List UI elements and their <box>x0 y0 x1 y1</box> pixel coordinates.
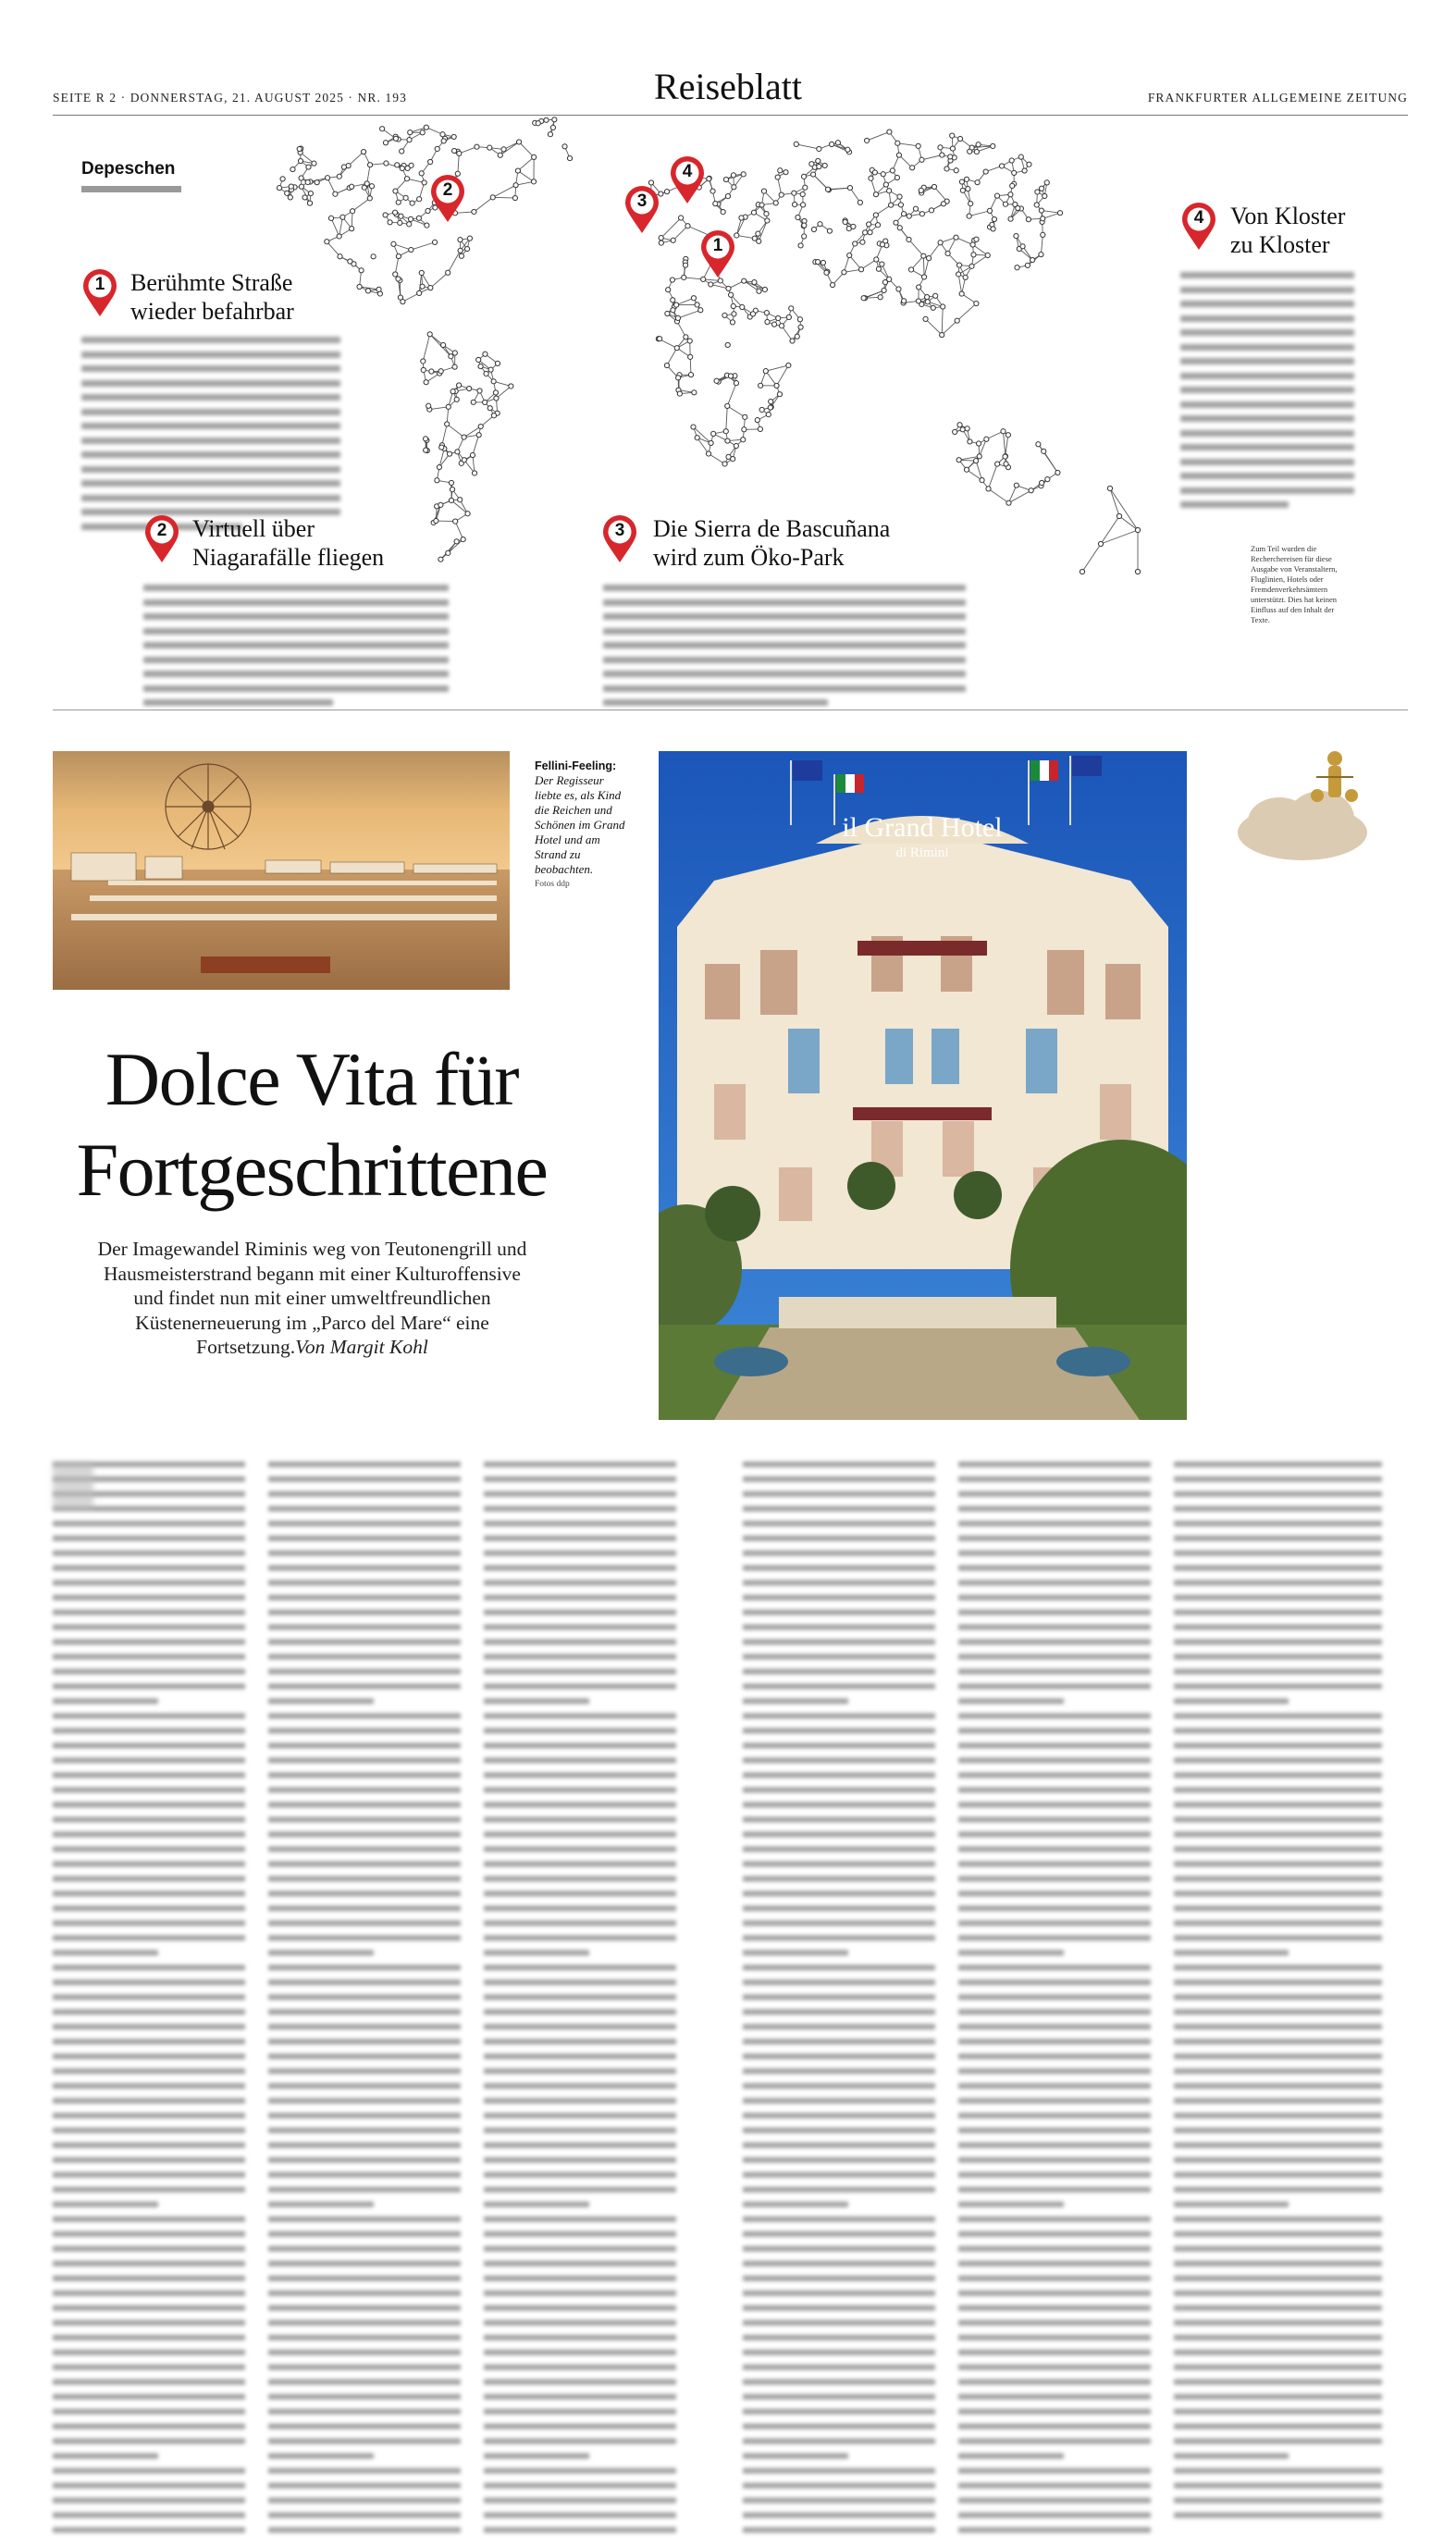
map-pin-number: 1 <box>699 236 736 256</box>
map-pin-number: 4 <box>669 162 706 182</box>
justitia-cloud-icon <box>1228 740 1376 870</box>
section-title: Reiseblatt <box>0 65 1456 108</box>
beach-photo <box>53 751 510 990</box>
teaser-text: Der Imagewandel Riminis weg von Teutonengrill und Hausmeisterstrand begann mit einer Kulturoffensive und findet nun mit einer umweltfreundlichen Küstenerneuerung im „Parco del Mare“ eine Fortsetzung. <box>98 1238 527 1358</box>
caption-text: Der Regisseur liebte es, als Kind die Reichen und Schönen im Grand Hotel und am Strand zu beobachten. <box>535 773 627 877</box>
hotel-sign-2: di Rimini <box>895 845 948 860</box>
depesche-3-body <box>603 585 966 714</box>
depesche-pin-number: 2 <box>143 521 180 541</box>
depesche-4-pin <box>1180 202 1217 252</box>
body-column-4 <box>743 1462 935 2542</box>
depesche-1-headline <box>130 268 389 326</box>
article-teaser <box>93 1237 532 1360</box>
grand-hotel-photo <box>659 751 1187 1420</box>
map-pin-2 <box>429 174 466 224</box>
map-pin-3 <box>623 185 660 235</box>
headline-line: Von Kloster <box>1230 202 1406 230</box>
caption-label: Fellini-Feeling: <box>535 759 616 772</box>
headline-line: zu Kloster <box>1230 230 1406 259</box>
hotel-sign-1: il Grand Hotel <box>842 812 1002 843</box>
byline: Von Margit Kohl <box>295 1336 428 1358</box>
photo-caption <box>535 759 627 892</box>
map-pin-number: 3 <box>623 191 660 212</box>
depesche-pin-number: 4 <box>1180 208 1217 228</box>
headline-line: Berühmte Straße <box>130 268 389 297</box>
body-column-2 <box>268 1462 461 2542</box>
map-pin-4 <box>669 155 706 205</box>
depesche-pin-number: 3 <box>601 521 638 541</box>
section-tag: Depeschen <box>81 159 175 179</box>
depesche-pin-number: 1 <box>81 275 118 295</box>
depesche-3-pin <box>601 514 638 564</box>
depesche-2-headline <box>192 514 470 572</box>
map-pin-number: 2 <box>429 180 466 201</box>
headline-line: Die Sierra de Bascuñana <box>653 514 958 543</box>
headline-line: Virtuell über <box>192 514 470 543</box>
body-column-6 <box>1174 1462 1382 2527</box>
headline-line: wieder befahrbar <box>130 297 389 326</box>
depesche-2-body <box>143 585 449 714</box>
body-column-5 <box>958 1462 1151 2542</box>
depesche-4-headline <box>1230 202 1406 259</box>
body-column-1 <box>53 1462 245 2542</box>
issue-line: SEITE R 2 · DONNERSTAG, 21. AUGUST 2025 · NR. 193 <box>53 91 407 105</box>
article-title: Dolce Vita für Fortgeschrittene <box>53 1034 571 1215</box>
paper-name: FRANKFURTER ALLGEMEINE ZEITUNG <box>1148 91 1408 105</box>
headline-line: wird zum Öko-Park <box>653 543 958 572</box>
depesche-1-pin <box>81 268 118 318</box>
depesche-2-pin <box>143 514 180 564</box>
sponsorship-note: Zum Teil wurden die Recherchereisen für diese Ausgabe von Veranstaltern, Fluglinien, Hotels oder Fremdenverkehrsämtern unterstützt. Dies hat keinen Einfluss auf den Inhalt der Texte. <box>1251 544 1352 625</box>
section-tag-bar <box>81 186 181 192</box>
depesche-1-body <box>81 337 340 537</box>
depesche-4-body <box>1180 272 1354 516</box>
caption-credit: Fotos ddp <box>535 877 627 892</box>
headline-line: Niagarafälle fliegen <box>192 543 470 572</box>
depesche-3-headline <box>653 514 958 572</box>
body-column-3 <box>484 1462 676 2542</box>
map-pin-1 <box>699 229 736 279</box>
